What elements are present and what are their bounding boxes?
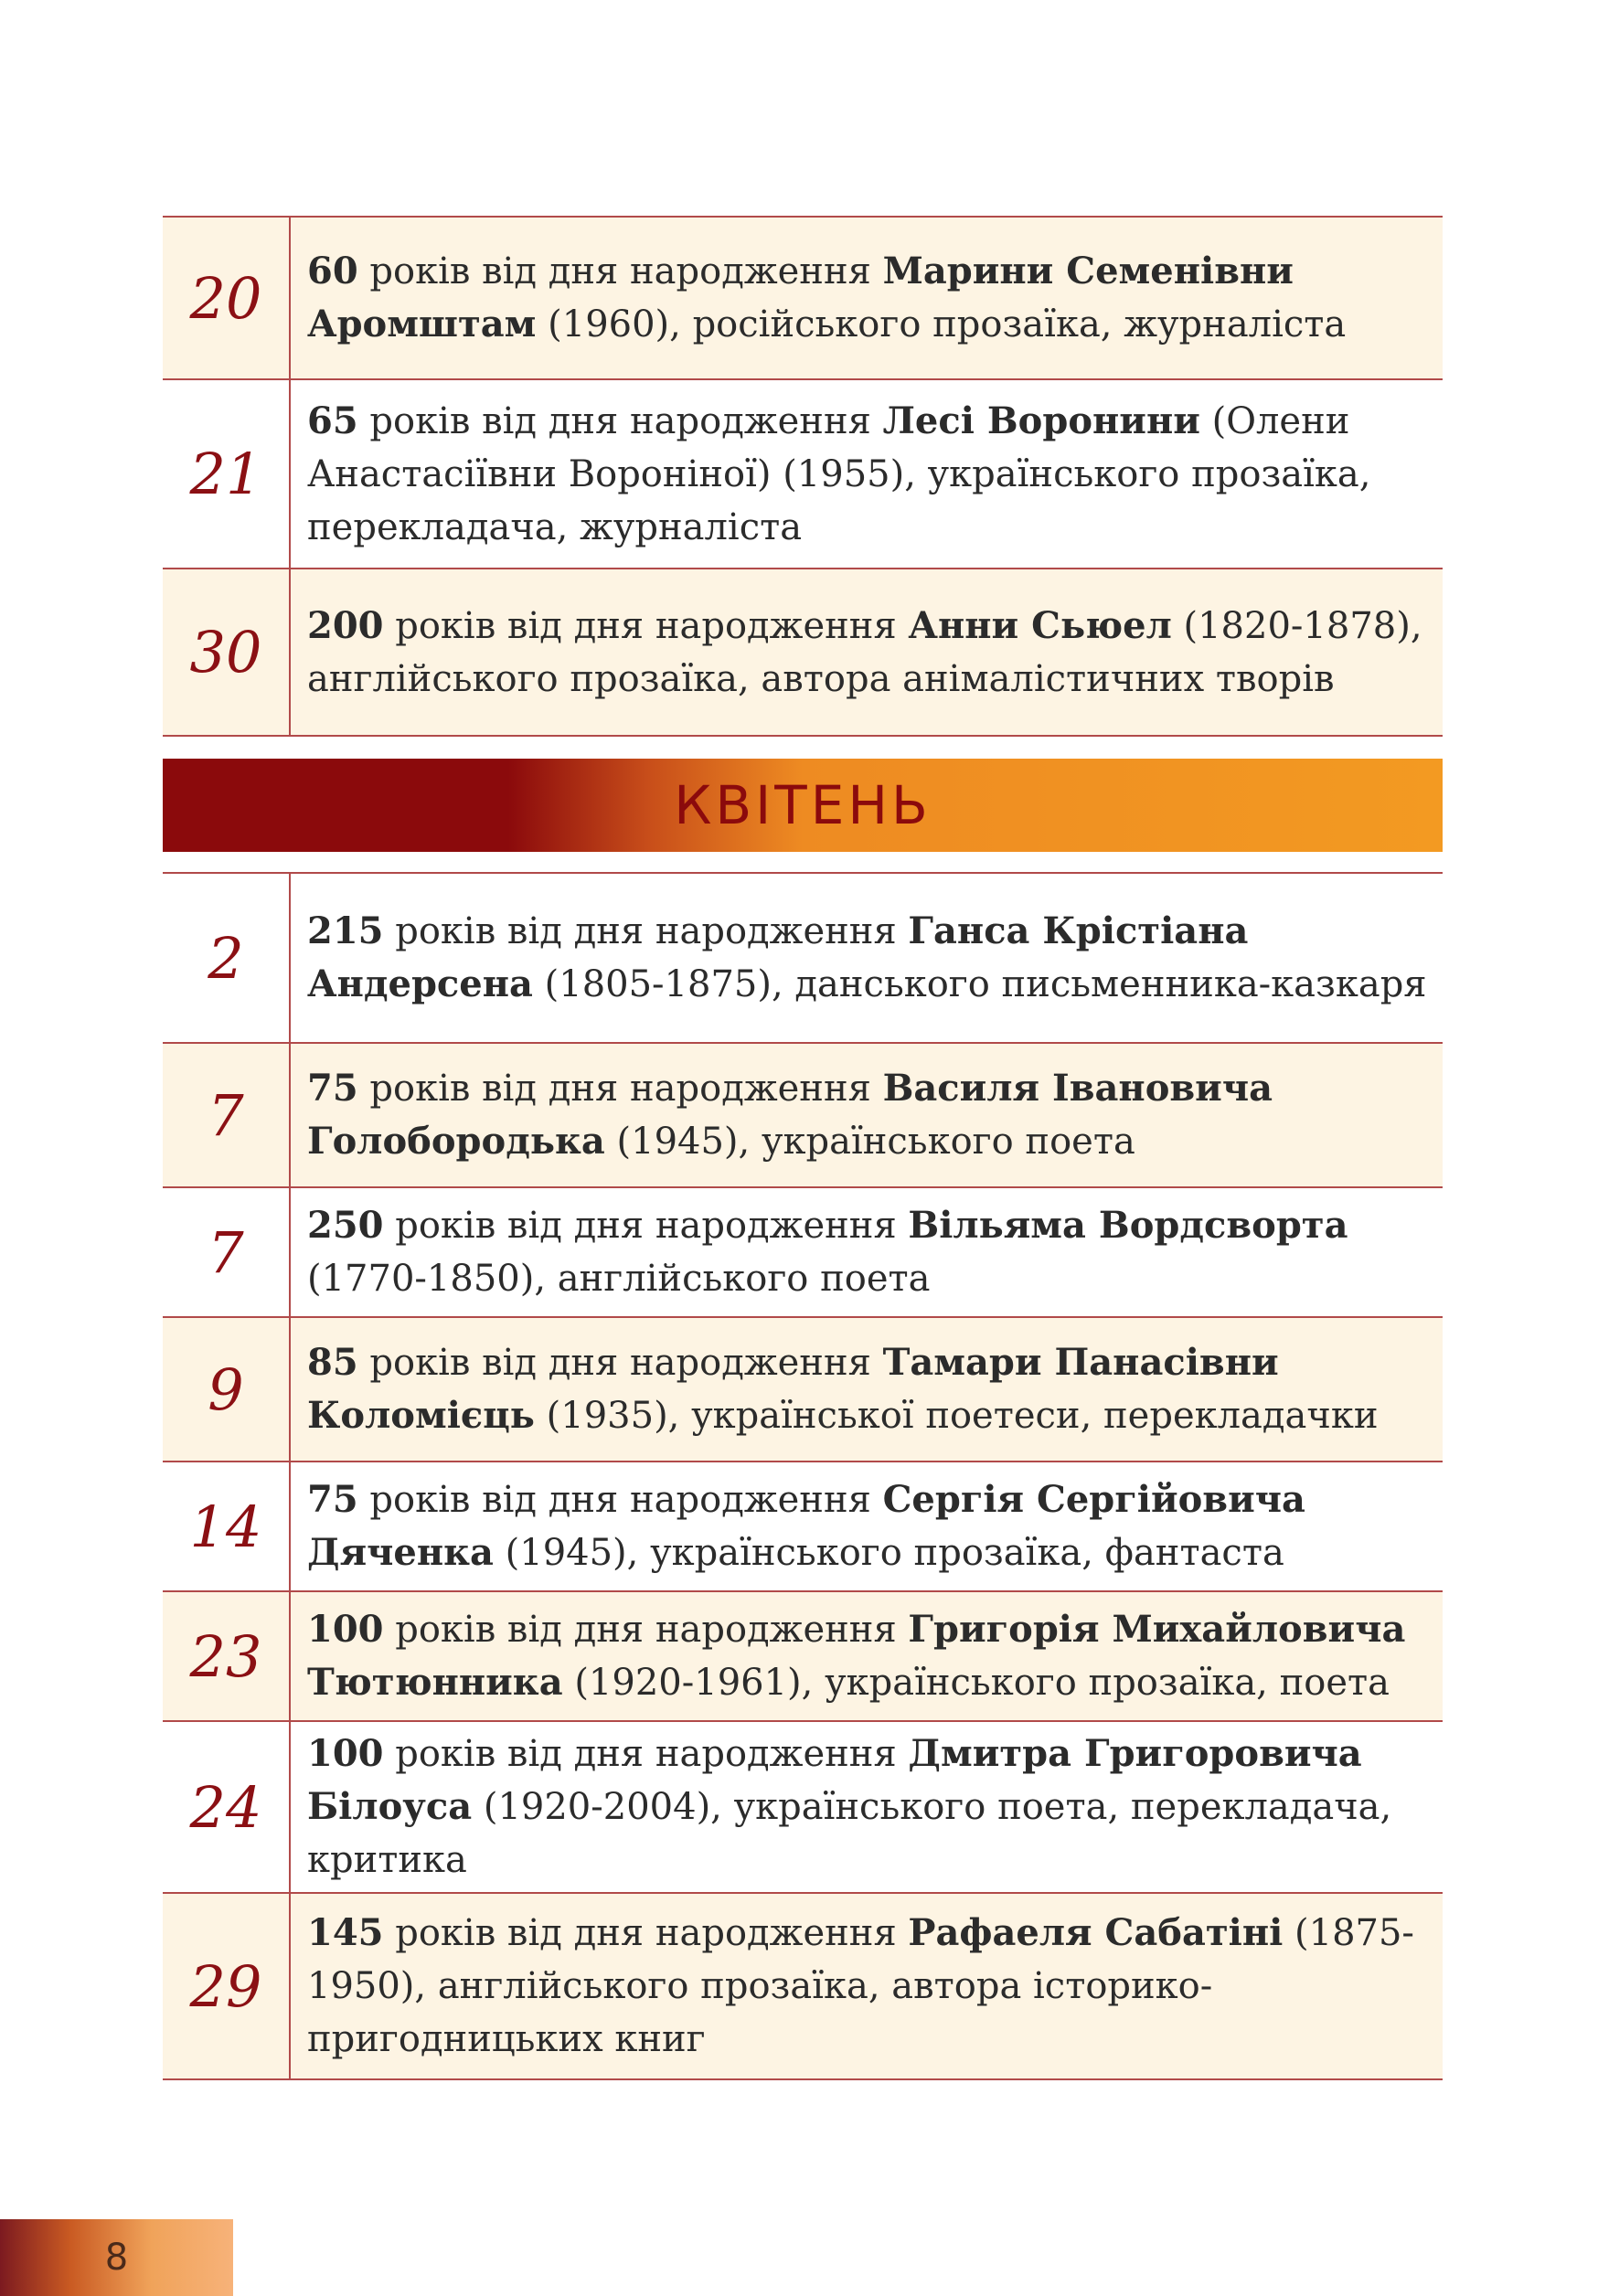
years-count: 250 [307, 1204, 384, 1247]
years-count: 215 [307, 909, 384, 952]
day-number: 7 [163, 1188, 291, 1316]
anniversary-text [291, 1462, 1443, 1590]
table-row [163, 874, 1443, 1044]
anniversary-phrase: років від дня народження [357, 1342, 883, 1384]
anniversary-text [291, 218, 1443, 378]
person-details: (1875-1950), англійського прозаїка, автора історико-пригодницьких книг [307, 1912, 1414, 2060]
years-count: 75 [307, 1478, 358, 1521]
anniversary-phrase: років від дня народження [357, 250, 883, 292]
person-name: Лесі Воронини [882, 399, 1200, 442]
anniversary-text [291, 874, 1443, 1042]
person-name: Василя Івановича Голобородька [307, 1067, 1273, 1163]
years-count: 85 [307, 1341, 358, 1384]
anniversary-phrase: років від дня народження [383, 1912, 909, 1954]
table-row [163, 1318, 1443, 1462]
table-row [163, 1592, 1443, 1722]
month-title: КВІТЕНЬ [674, 774, 932, 836]
years-count: 75 [307, 1067, 358, 1110]
table-row [163, 380, 1443, 569]
anniversary-phrase: років від дня народження [383, 910, 909, 952]
anniversary-text [291, 1318, 1443, 1461]
anniversary-text [291, 380, 1443, 568]
anniversary-phrase: років від дня народження [383, 1609, 909, 1651]
anniversary-phrase: років від дня народження [357, 1068, 883, 1110]
anniversary-text [291, 1188, 1443, 1316]
page-number: 8 [104, 2237, 129, 2279]
person-details: (Олени Анастасіївни Вороніної) (1955), українського прозаїка, перекладача, журналіста [307, 399, 1371, 548]
person-details: (1920-2004), українського поета, перекладача, критика [307, 1786, 1392, 1881]
years-count: 100 [307, 1732, 384, 1775]
table-row [163, 1722, 1443, 1894]
person-details: (1960), російського прозаїка, журналіста [536, 303, 1347, 345]
day-number: 20 [163, 218, 291, 378]
table-row [163, 1044, 1443, 1188]
person-details: (1805-1875), данського письменника-казкаря [532, 963, 1427, 1005]
day-number: 2 [163, 874, 291, 1042]
years-count: 60 [307, 250, 358, 292]
table-row [163, 1462, 1443, 1592]
person-name: Сергія Сергійовича Дяченка [307, 1478, 1305, 1574]
table-row [163, 1894, 1443, 2080]
day-number: 14 [163, 1462, 291, 1590]
march-table [163, 216, 1443, 737]
person-details: (1945), українського поета [604, 1121, 1135, 1163]
person-details: (1820-1878), англійського прозаїка, автора анімалістичних творів [307, 604, 1422, 700]
anniversary-phrase: років від дня народження [383, 1205, 909, 1247]
person-name: Рафаеля Сабатіні [908, 1911, 1284, 1954]
day-number: 30 [163, 569, 291, 735]
month-banner [163, 759, 1443, 852]
person-name: Анни Сьюел [908, 603, 1172, 647]
day-number: 9 [163, 1318, 291, 1461]
page-number-tab [0, 2219, 233, 2296]
years-count: 65 [307, 399, 358, 442]
day-number: 7 [163, 1044, 291, 1186]
anniversary-phrase: років від дня народження [357, 1479, 883, 1521]
person-name: Григорія Михайловича Тютюнника [307, 1608, 1406, 1704]
day-number: 24 [163, 1722, 291, 1892]
table-row [163, 569, 1443, 737]
table-row [163, 218, 1443, 380]
person-details: (1770-1850), англійського поета [307, 1258, 931, 1300]
anniversary-text [291, 1722, 1443, 1892]
years-count: 145 [307, 1911, 384, 1954]
person-details: (1920-1961), українського прозаїка, поета [562, 1662, 1390, 1704]
table-row [163, 1188, 1443, 1318]
anniversary-phrase: років від дня народження [383, 604, 909, 647]
anniversary-text [291, 1044, 1443, 1186]
person-name: Дмитра Григоровича Білоуса [307, 1732, 1362, 1828]
person-name: Тамари Панасівни Коломієць [307, 1341, 1279, 1437]
anniversary-text [291, 1894, 1443, 2078]
day-number: 23 [163, 1592, 291, 1720]
person-name: Ганса Крістіана Андерсена [307, 909, 1249, 1005]
years-count: 100 [307, 1608, 384, 1651]
april-table [163, 872, 1443, 2080]
years-count: 200 [307, 603, 384, 647]
anniversary-text [291, 1592, 1443, 1720]
person-details: (1935), української поетеси, перекладачки [534, 1395, 1379, 1437]
anniversary-phrase: років від дня народження [357, 399, 883, 442]
anniversary-text [291, 569, 1443, 735]
person-name: Вільяма Вордсворта [908, 1204, 1348, 1247]
person-details: (1945), українського прозаїка, фантаста [493, 1532, 1284, 1574]
anniversary-phrase: років від дня народження [383, 1733, 909, 1775]
day-number: 21 [163, 380, 291, 568]
person-name: Марини Семенівни Аромштам [307, 250, 1294, 345]
day-number: 29 [163, 1894, 291, 2078]
